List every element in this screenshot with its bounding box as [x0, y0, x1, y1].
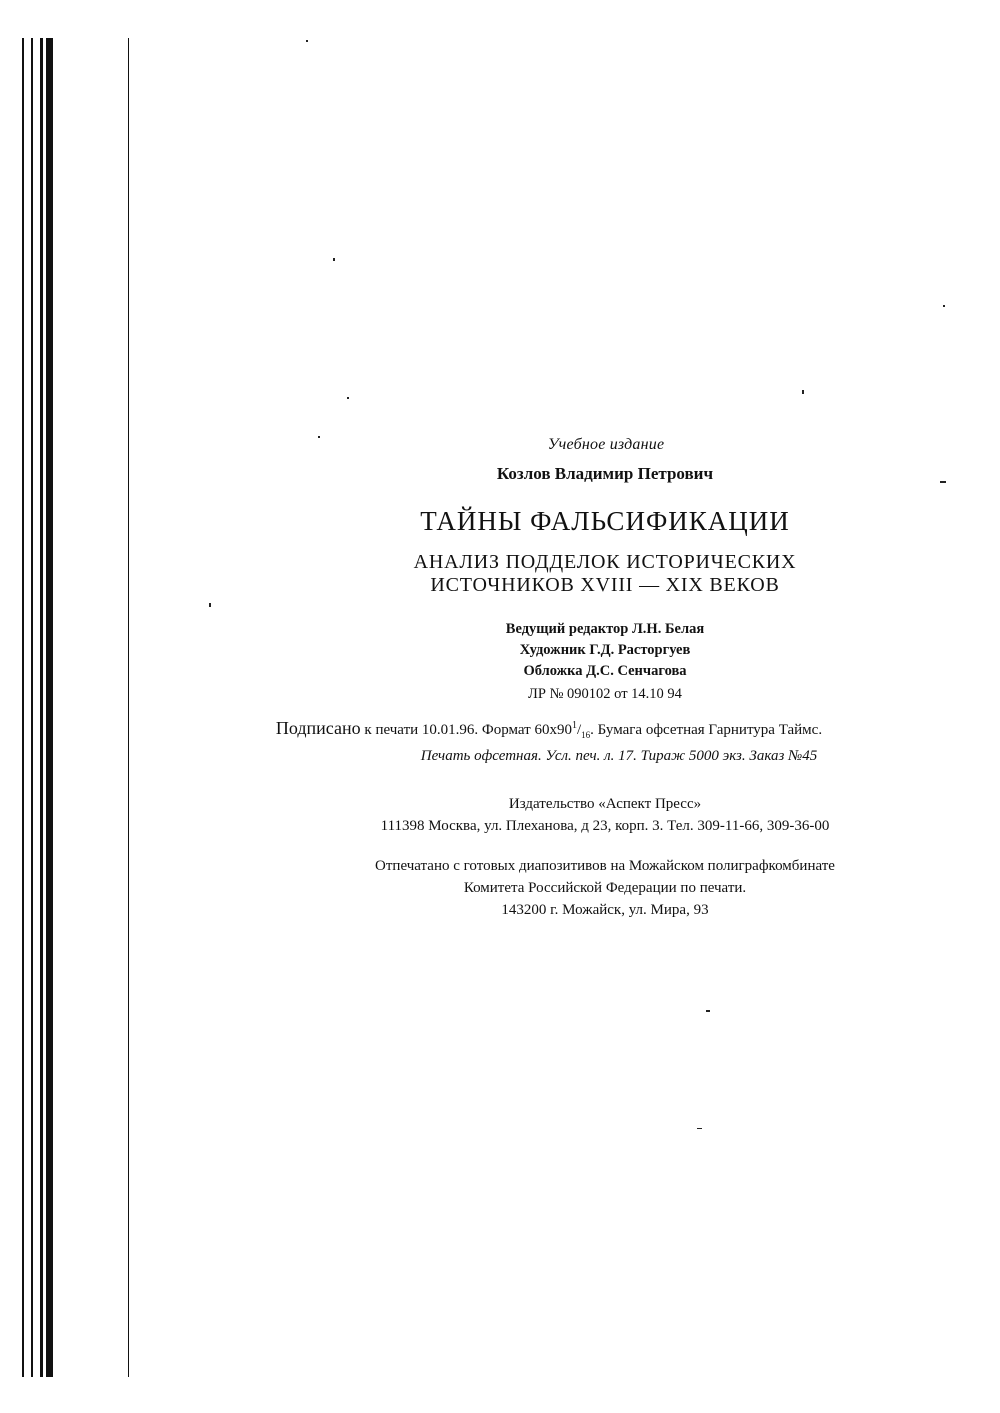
- printer-line: Комитета Российской Федерации по печати.: [463, 880, 747, 896]
- binding-line: [31, 38, 33, 1377]
- scan-speck: [306, 40, 308, 42]
- signed-word: Подписано: [275, 718, 361, 738]
- cover-designer: Обложка Д.С. Сенчагова: [523, 663, 687, 679]
- scan-speck: [706, 1010, 710, 1012]
- format-slash: /: [577, 722, 582, 738]
- publisher-name: Издательство «Аспект Пресс»: [508, 796, 702, 812]
- edition-type: Учебное издание: [547, 436, 665, 453]
- printer-line: Отпечатано с готовых диапозитивов на Можайском полиграфкомбинате: [375, 858, 835, 874]
- scan-speck: [333, 258, 335, 261]
- artist: Художник Г.Д. Расторгуев: [519, 642, 691, 658]
- binding-line: [22, 38, 24, 1377]
- binding-line: [40, 38, 43, 1377]
- scan-speck: [347, 397, 349, 399]
- scan-speck: [943, 305, 945, 307]
- publisher-address: 111398 Москва, ул. Плеханова, д 23, корп. 3. Тел. 309-11-66, 309-36-00: [380, 818, 830, 834]
- binding-line: [46, 38, 53, 1377]
- book-subtitle: [210, 551, 1000, 597]
- print-info-line: [98, 715, 1000, 746]
- print-info-line: Печать офсетная. Усл. печ. л. 17. Тираж 5000 экз. Заказ №45: [420, 748, 818, 764]
- after-format: . Бумага офсетная Гарнитура Таймс.: [590, 722, 823, 738]
- credits-block: [210, 619, 1000, 682]
- book-title: ТАЙНЫ ФАЛЬСИФИКАЦИИ: [420, 506, 790, 536]
- format-denominator: 16: [581, 730, 591, 740]
- signed-rest: к печати 10.01.96. Формат 60х90: [364, 722, 572, 738]
- author-name: Козлов Владимир Петрович: [496, 464, 714, 483]
- printer-line: 143200 г. Можайск, ул. Мира, 93: [501, 902, 709, 918]
- license-number: ЛР № 090102 от 14.10 94: [528, 686, 682, 702]
- scan-speck: [697, 1128, 702, 1129]
- publisher-block: [210, 793, 1000, 837]
- colophon-page: [210, 436, 1000, 921]
- binding-line: [128, 38, 129, 1377]
- subtitle-line: ИСТОЧНИКОВ XVIII — XIX ВЕКОВ: [430, 574, 780, 596]
- scan-speck: [802, 390, 804, 394]
- lead-editor: Ведущий редактор Л.Н. Белая: [505, 621, 705, 637]
- subtitle-line: АНАЛИЗ ПОДДЕЛОК ИСТОРИЧЕСКИХ: [413, 551, 797, 573]
- format-numerator: 1: [572, 720, 577, 731]
- printer-block: [210, 855, 1000, 921]
- print-info: [210, 715, 1000, 767]
